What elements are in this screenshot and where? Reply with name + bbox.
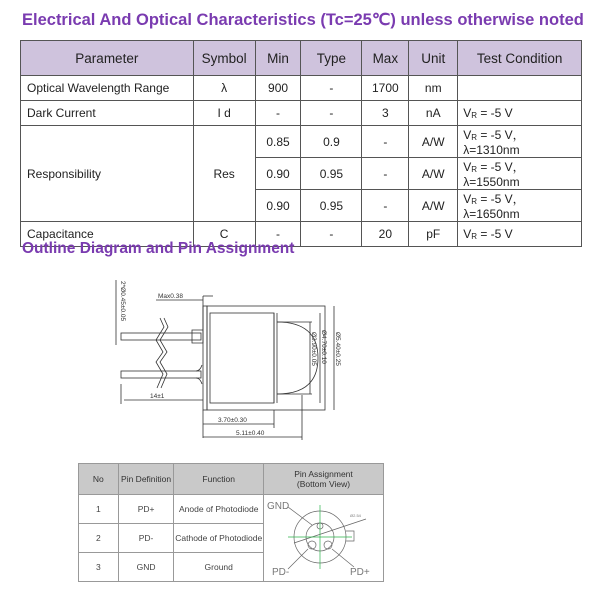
cell-parameter: Responsibility [21, 126, 194, 222]
table-row [21, 76, 582, 101]
cell-function: Ground [174, 553, 264, 582]
cell-type: 0.9 [301, 126, 362, 158]
table-header-row [79, 464, 384, 495]
header-pa-line1: Pin Assignment [294, 469, 353, 479]
cell-test-condition [458, 101, 582, 126]
header-no: No [79, 464, 119, 495]
cond-sub: R [471, 111, 477, 120]
pin-assignment-table [78, 463, 384, 582]
label-gnd: GND [267, 501, 290, 512]
cell-unit: A/W [409, 190, 458, 222]
cond-sub: R [471, 165, 477, 174]
dim-body-length: 3.70±0.30 [218, 417, 247, 424]
cell-min: - [255, 101, 301, 126]
table-row [21, 101, 582, 126]
outline-title: Outline Diagram and Pin Assignment [22, 240, 295, 257]
cell-no: 1 [79, 495, 119, 524]
dim-total-length: 5.11±0.40 [236, 430, 265, 437]
header-test-condition: Test Condition [458, 41, 582, 76]
header-symbol: Symbol [193, 41, 255, 76]
cell-symbol: C [193, 222, 255, 247]
cell-max: 1700 [362, 76, 409, 101]
cond-v: V [463, 192, 472, 206]
cond-sub: R [471, 133, 477, 142]
cond-v: V [463, 227, 472, 241]
header-unit: Unit [409, 41, 458, 76]
cell-parameter: Dark Current [21, 101, 194, 126]
table-row [79, 495, 384, 524]
cell-parameter: Capacitance [21, 222, 194, 247]
cell-min: 0.85 [255, 126, 301, 158]
cell-unit: pF [409, 222, 458, 247]
header-pin-assignment [263, 464, 383, 495]
cell-min: - [255, 222, 301, 247]
cell-max: - [362, 126, 409, 158]
dim-flange-diameter: Ø5.40±0.25 [334, 332, 341, 366]
cell-min: 0.90 [255, 190, 301, 222]
header-min: Min [255, 41, 301, 76]
dim-lens-diameter: Ø3.90±0.05 [310, 332, 317, 366]
characteristics-table [20, 40, 582, 247]
cell-function: Cathode of Photodiode [174, 524, 264, 553]
cell-pin: PD- [118, 524, 174, 553]
cell-pin: PD+ [118, 495, 174, 524]
cell-no: 2 [79, 524, 119, 553]
cond-v: V [463, 160, 472, 174]
dim-max: Max0.38 [158, 293, 183, 300]
cond-v: V [463, 128, 472, 142]
cell-type: - [301, 101, 362, 126]
table-row [21, 126, 582, 158]
cell-test-condition [458, 190, 582, 222]
characteristics-title: Electrical And Optical Characteristics (Tc=25℃) unless otherwise noted [22, 11, 584, 29]
cell-type: - [301, 222, 362, 247]
table-header-row [21, 41, 582, 76]
cell-test-condition [458, 158, 582, 190]
cell-type: 0.95 [301, 158, 362, 190]
cell-max: - [362, 158, 409, 190]
cell-unit: nm [409, 76, 458, 101]
label-pd-minus: PD- [272, 567, 290, 578]
bottom-view-cell [263, 495, 383, 582]
dim-lead-length: 14±1 [150, 393, 165, 400]
cell-min: 900 [255, 76, 301, 101]
bottom-view-diagram [264, 495, 382, 579]
cell-test-condition [458, 126, 582, 158]
cond-rest: = -5 V，λ=1310nm [463, 128, 525, 157]
cond-rest: = -5 V [476, 227, 513, 241]
cell-test-condition [458, 222, 582, 247]
cond-rest: = -5 V，λ=1550nm [463, 160, 525, 189]
cell-function: Anode of Photodiode [174, 495, 264, 524]
cond-v: V [463, 106, 472, 120]
cell-no: 3 [79, 553, 119, 582]
header-type: Type [301, 41, 362, 76]
cell-symbol: I d [193, 101, 255, 126]
header-parameter: Parameter [21, 41, 194, 76]
outline-diagram [100, 268, 360, 448]
header-function: Function [174, 464, 264, 495]
header-pa-line2: (Bottom View) [296, 479, 351, 489]
cell-min: 0.90 [255, 158, 301, 190]
cell-unit: A/W [409, 126, 458, 158]
cell-unit: nA [409, 101, 458, 126]
dim-cap-diameter: Ø4.70±0.10 [320, 330, 327, 364]
dim-lead-diameter: 2*Ø0.45±0.05 [119, 281, 126, 322]
cell-symbol: λ [193, 76, 255, 101]
cell-type: - [301, 76, 362, 101]
label-pd-plus: PD+ [350, 567, 371, 578]
cond-rest: = -5 V，λ=1650nm [463, 192, 525, 221]
cell-symbol: Res [193, 126, 255, 222]
cond-sub: R [471, 232, 477, 241]
cond-sub: R [471, 197, 477, 206]
header-pin-definition: Pin Definition [118, 464, 174, 495]
cell-test-condition [458, 76, 582, 101]
label-pitch: Ø2.54 [350, 513, 362, 518]
cell-max: 3 [362, 101, 409, 126]
cond-rest: = -5 V [476, 106, 513, 120]
cell-unit: A/W [409, 158, 458, 190]
cell-type: 0.95 [301, 190, 362, 222]
cell-max: - [362, 190, 409, 222]
cell-pin: GND [118, 553, 174, 582]
header-max: Max [362, 41, 409, 76]
cell-parameter: Optical Wavelength Range [21, 76, 194, 101]
cell-max: 20 [362, 222, 409, 247]
